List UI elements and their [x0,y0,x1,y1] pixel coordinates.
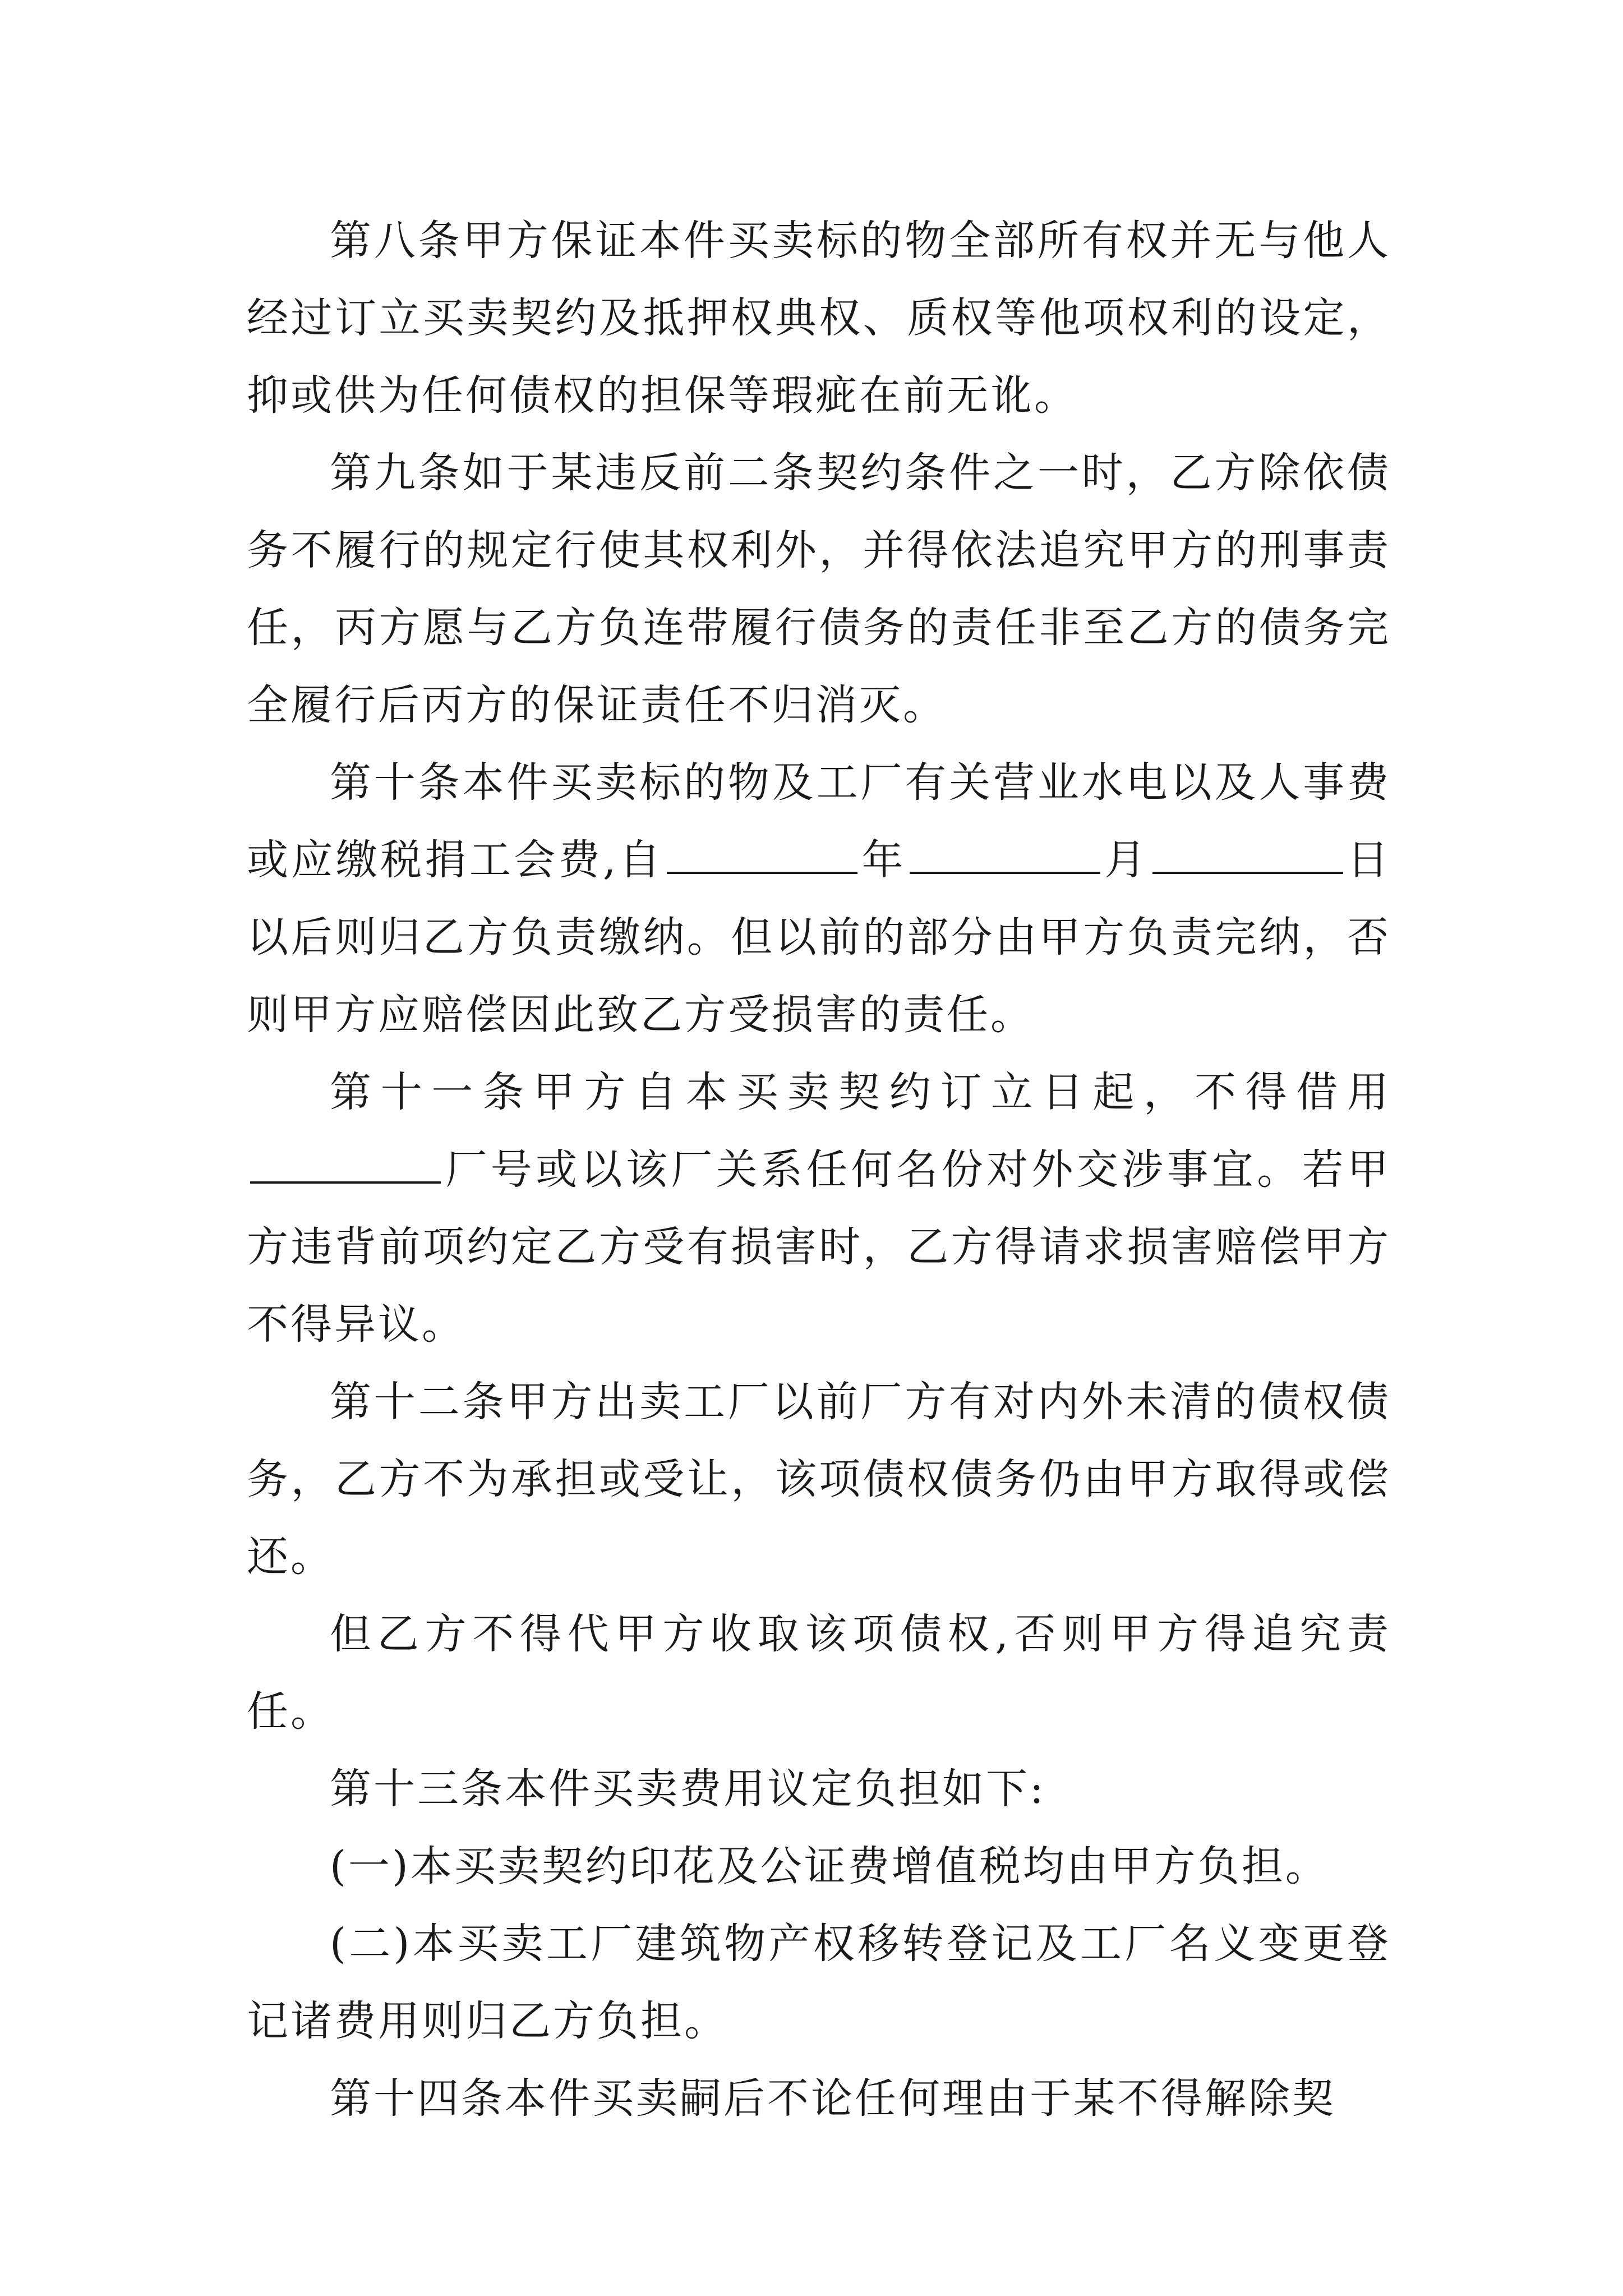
article-12-proviso: 但乙方不得代甲方收取该项债权,否则甲方得追究责任。 [247,1610,1391,1736]
article-10-text-start: 第十条本件买卖标的物及工厂有关营业水电以及人事费或应缴税捐工会费,自 [247,758,1391,884]
article-13-item-2: (二)本买卖工厂建筑物产权移转登记及工厂名义变更登记诸费用则归乙方负担。 [247,1920,1391,2045]
article-11-text-start: 第十一条甲方自本买卖契约订立日起，不得借用 [330,1068,1391,1116]
article-11-paragraph [247,1053,1391,1363]
year-blank [667,838,857,874]
article-13-paragraph: 第十三条本件买卖费用议定负担如下: [330,1765,1046,1813]
article-9-paragraph: 第九条如于某违反前二条契约条件之一时，乙方除依债务不履行的规定行使其权利外，并得依法追究甲方的刑事责任，丙方愿与乙方负连带履行债务的责任非至乙方的债务完全履行后丙方的保证责任不归消灭。 [247,449,1391,729]
article-10-text-end: 日以后则归乙方负责缴纳。但以前的部分由甲方负责完纳，否则甲方应赔偿因此致乙方受损害的责任。 [247,836,1391,1039]
day-blank [1152,838,1343,874]
article-14-paragraph: 第十四条本件买卖嗣后不论任何理由于某不得解除契 [330,2074,1336,2123]
article-11-text-end: 厂号或以该厂关系任何名份对外交涉事宜。若甲方违背前项约定乙方受有损害时，乙方得请求损害赔偿甲方不得异议。 [247,1145,1391,1349]
month-blank [910,838,1100,874]
article-12-paragraph: 第十二条甲方出卖工厂以前厂方有对内外未清的债权债务，乙方不为承担或受让，该项债权债务仍由甲方取得或偿还。 [247,1378,1391,1581]
month-label: 月 [1103,836,1149,884]
contract-body [247,202,1391,2137]
article-8-paragraph: 第八条甲方保证本件买卖标的物全部所有权并无与他人经过订立买卖契约及抵押权典权、质权等他项权利的设定，抑或供为任何债权的担保等瑕疵在前无讹。 [247,217,1391,420]
year-label: 年 [861,836,906,884]
article-10-paragraph [247,744,1391,1053]
article-13-item-1: (一)本买卖契约印花及公证费增值税均由甲方负担。 [330,1842,1329,1890]
factory-name-blank [250,1148,441,1184]
